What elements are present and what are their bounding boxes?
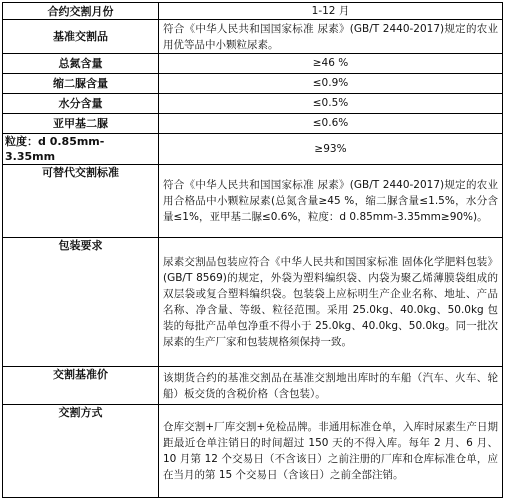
row-value-granule-size: ≥93% (159, 134, 503, 165)
row-value-moisture: ≤0.5% (159, 94, 503, 114)
row-value-base-grade: 符合《中华人民共和国国家标准 尿素》(GB/T 2440-2017)规定的农业用优等品中小颗粒尿素。 (159, 20, 503, 54)
table-row (3, 134, 503, 165)
contract-spec-table-wrapper (2, 2, 503, 498)
row-value-delivery-method: 仓库交割+厂库交割+免检品牌。非通用标准仓单，入库时尿素生产日期距最近仓单注销日的时间超过 150 天的不得入库。每年 2 月、6 月、10 月第 12 个交易日（不含该日）之前注册的厂库和仓库标准仓单，应在当月的第 15 个交易日（含该日）之前全部注销。 (159, 405, 503, 498)
table-row (3, 3, 503, 20)
row-key-total-nitrogen: 总氮含量 (3, 54, 159, 74)
row-key-packaging: 包装要求 (3, 238, 159, 367)
row-value-biuret: ≤0.9% (159, 74, 503, 94)
row-value-base-price: 该期货合约的基准交割品在基准交割地出库时的车船（汽车、火车、轮船）板交货的含税价格（含包装）。 (159, 367, 503, 405)
table-row (3, 367, 503, 405)
table-row (3, 405, 503, 498)
row-value-packaging: 尿素交割品包装应符合《中华人民共和国国家标准 固体化学肥料包装》(GB/T 8569)的规定，外袋为塑料编织袋、内袋为聚乙烯薄膜袋组成的双层袋或复合塑料编织袋。包装袋上应标明生产企业名称、地址、产品名称、净含量、等级、粒径范围。采用 25.0kg、40.0kg、50.0kg 包装的每批产品单包净重不得小于 25.0kg、40.0kg、50.0kg。同一批次尿素的生产厂家和包装规格须保持一致。 (159, 238, 503, 367)
table-row (3, 74, 503, 94)
row-key-delivery-months: 合约交割月份 (3, 3, 159, 20)
table-row (3, 165, 503, 238)
row-key-delivery-method: 交割方式 (3, 405, 159, 498)
table-row (3, 238, 503, 367)
row-key-base-price: 交割基准价 (3, 367, 159, 405)
row-key-substitute-standard: 可替代交割标准 (3, 165, 159, 238)
row-key-granule-size: 粒度：d 0.85mm-3.35mm (3, 134, 159, 165)
row-value-methylene-diurea: ≤0.6% (159, 114, 503, 134)
row-key-biuret: 缩二脲含量 (3, 74, 159, 94)
row-value-substitute-standard: 符合《中华人民共和国国家标准 尿素》(GB/T 2440-2017)规定的农业用合格品中小颗粒尿素(总氮含量≥45 %，缩二脲含量≤1.5%，水分含量≤1%，亚甲基二脲≤0.6%，粒度：d 0.85mm-3.35mm≥90%)。 (159, 165, 503, 238)
table-row (3, 94, 503, 114)
table-row (3, 20, 503, 54)
row-key-moisture: 水分含量 (3, 94, 159, 114)
table-row (3, 114, 503, 134)
contract-spec-table (2, 2, 503, 498)
row-value-delivery-months: 1-12 月 (159, 3, 503, 20)
row-key-base-grade: 基准交割品 (3, 20, 159, 54)
row-value-total-nitrogen: ≥46 % (159, 54, 503, 74)
row-key-methylene-diurea: 亚甲基二脲 (3, 114, 159, 134)
table-row (3, 54, 503, 74)
